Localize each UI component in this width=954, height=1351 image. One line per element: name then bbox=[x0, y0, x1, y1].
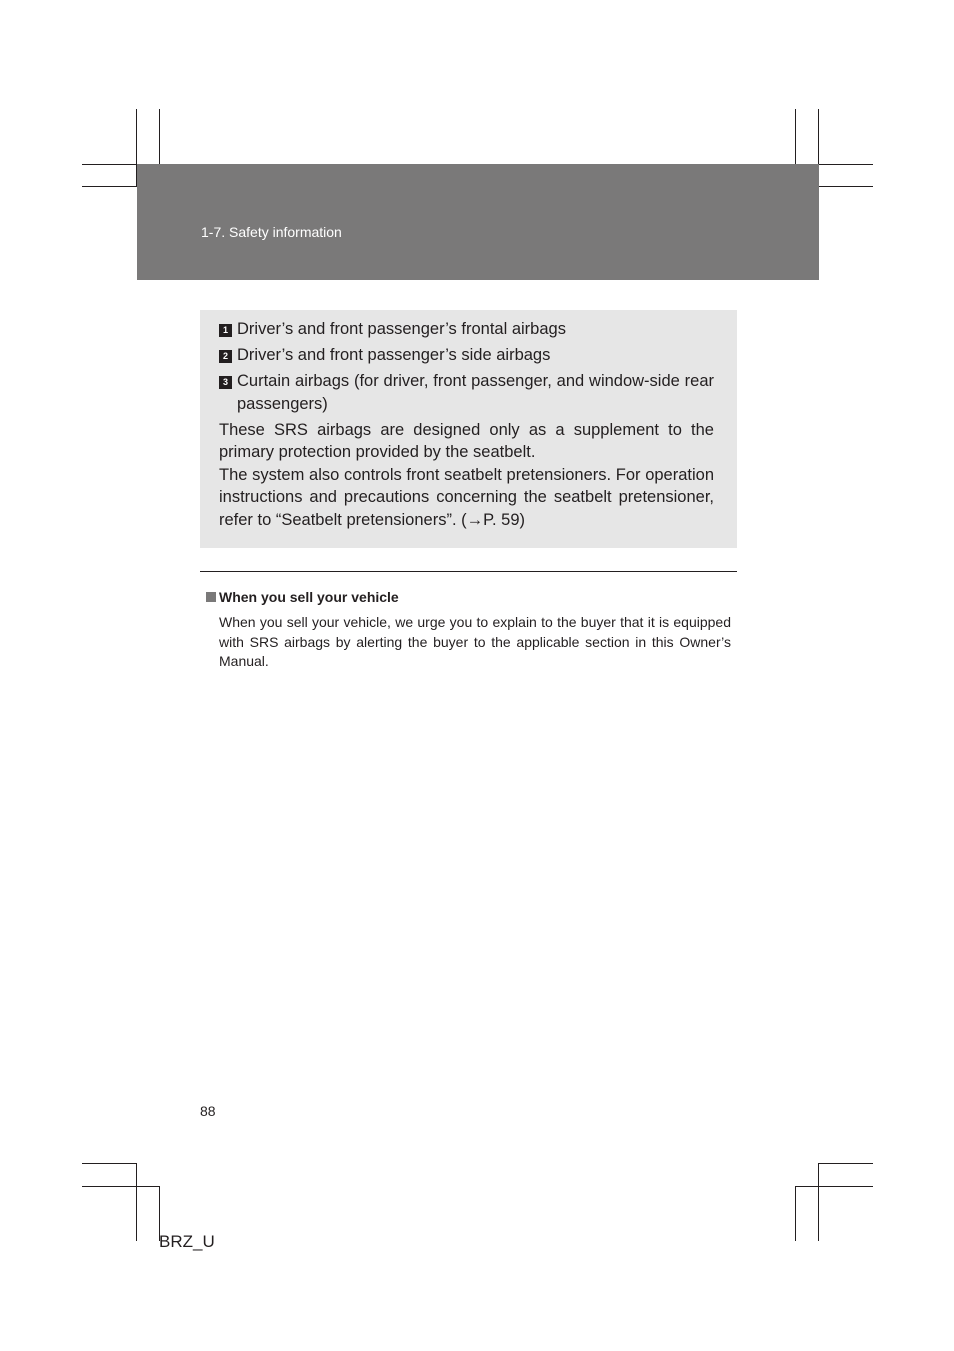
crop-mark bbox=[136, 1163, 137, 1241]
square-bullet-icon bbox=[206, 592, 216, 602]
number-badge: 3 bbox=[219, 376, 232, 389]
pretensioner-paragraph: The system also controls front seatbelt pretensioners. For operation instructions and precautions concerning the seatbelt pretensioner, refer to “Seatbelt pretensioners”. (→P. 59) bbox=[219, 465, 714, 529]
crop-mark bbox=[818, 186, 873, 187]
document-code: BRZ_U bbox=[159, 1232, 215, 1251]
crop-mark bbox=[82, 186, 137, 187]
crop-mark bbox=[795, 1186, 873, 1187]
supplement-paragraph: These SRS airbags are designed only as a supplement to the primary protection provided by the seatbelt. bbox=[219, 420, 714, 461]
list-item bbox=[219, 318, 714, 341]
crop-mark bbox=[82, 1186, 159, 1187]
divider bbox=[200, 571, 737, 572]
number-badge: 2 bbox=[219, 350, 232, 363]
page-number: 88 bbox=[200, 1103, 216, 1119]
section-title: 1-7. Safety information bbox=[201, 224, 342, 240]
number-badge: 1 bbox=[219, 324, 232, 337]
note-body: When you sell your vehicle, we urge you to explain to the buyer that it is equipped with SRS airbags by alerting the buyer to the applicable section in this Owner’s Manual. bbox=[219, 614, 731, 669]
list-item bbox=[219, 344, 714, 367]
crop-mark bbox=[159, 109, 160, 164]
note-heading bbox=[206, 589, 399, 605]
list-item-text: Curtain airbags (for driver, front passenger, and window-side rear passengers) bbox=[237, 372, 714, 413]
list-item-text: Driver’s and front passenger’s frontal airbags bbox=[237, 320, 566, 338]
list-item bbox=[219, 370, 714, 415]
crop-mark bbox=[818, 1163, 873, 1164]
airbag-info-box bbox=[200, 310, 737, 548]
crop-mark bbox=[818, 1163, 819, 1241]
note-heading-text: When you sell your vehicle bbox=[219, 589, 399, 605]
header-band bbox=[137, 164, 819, 280]
list-item-text: Driver’s and front passenger’s side airbags bbox=[237, 346, 551, 364]
crop-mark bbox=[82, 1163, 137, 1164]
crop-mark bbox=[795, 1186, 796, 1241]
crop-mark bbox=[795, 109, 796, 164]
